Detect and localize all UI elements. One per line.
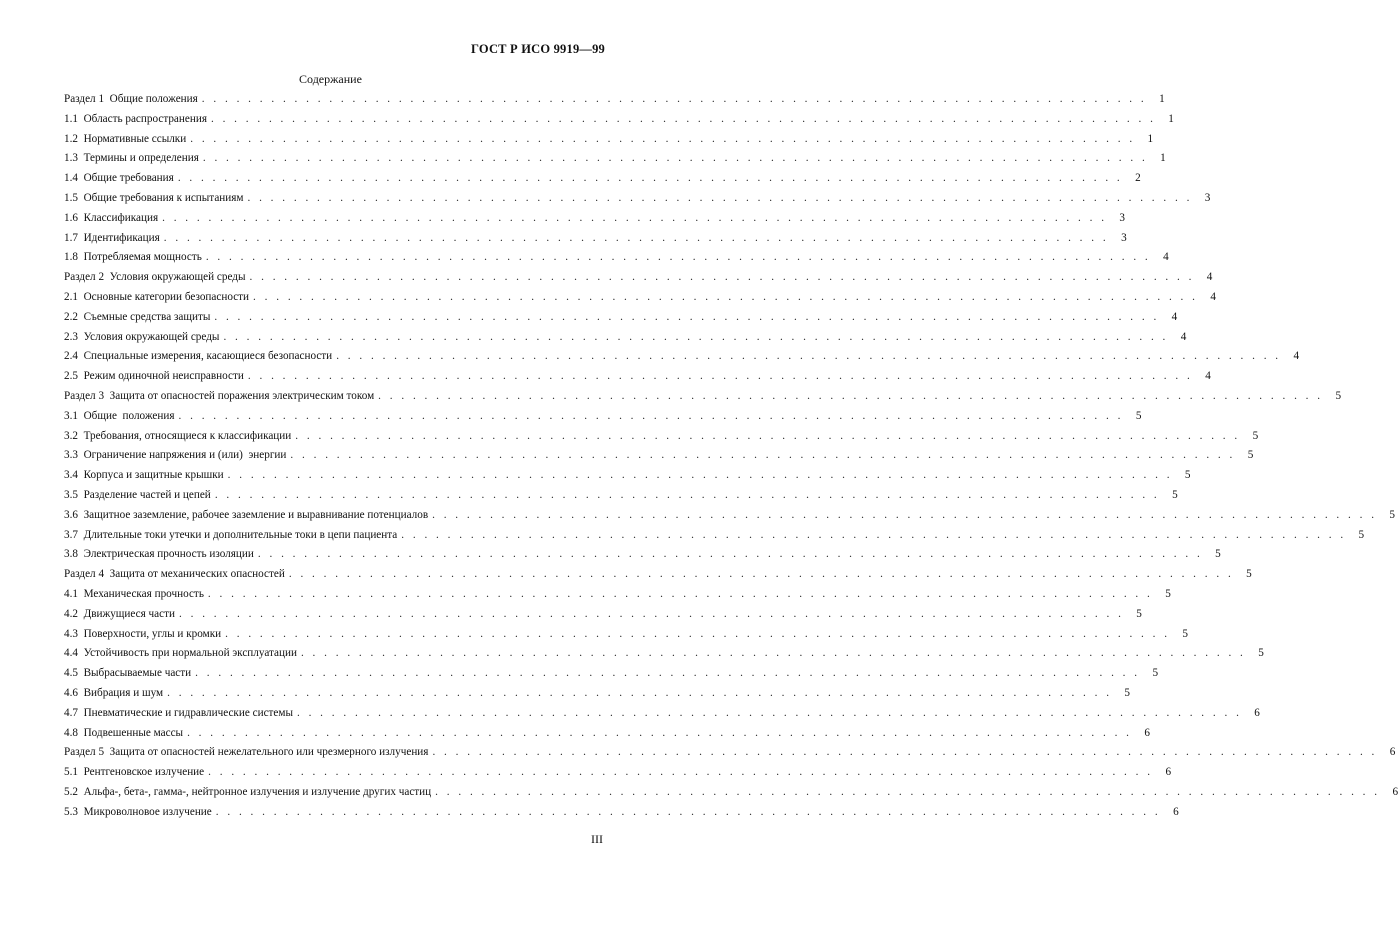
toc-entry-number: 2.3: [64, 330, 78, 343]
dot-leader: . . . . . . . . . . . . . . . . . . . . . . . . . . . . . . . . . . . . . . . . . . . . . . . . . . . . . . . . . . . . . . . . . . . . . . . . . . . . . . . . . .: [296, 706, 1242, 719]
toc-entry: [64, 229, 1127, 249]
toc-title: Содержание: [299, 72, 362, 86]
toc-entry: [64, 585, 1171, 605]
toc-entry: [64, 387, 1342, 407]
toc-entry-page: 4: [1205, 370, 1211, 383]
toc-entry-number: 3.7: [64, 528, 78, 541]
toc-entry-number: 4.2: [64, 607, 78, 620]
toc-entry-title: Поверхности, углы и кромки: [83, 627, 222, 640]
table-of-contents: [64, 90, 1398, 822]
toc-entry-number: 4.4: [64, 647, 78, 660]
toc-entry-number: 3.6: [64, 508, 78, 521]
toc-entry-number: 2.2: [64, 310, 78, 323]
toc-entry-title: Движущиеся части: [83, 607, 175, 620]
dot-leader: . . . . . . . . . . . . . . . . . . . . . . . . . . . . . . . . . . . . . . . . . . . . . . . . . . . . . . . . . . . . . . . . . . . . . . . . . . . . . . . . . .: [401, 528, 1347, 541]
dot-leader: . . . . . . . . . . . . . . . . . . . . . . . . . . . . . . . . . . . . . . . . . . . . . . . . . . . . . . . . . . . . . . . . . . . . . . . . . . . . . . . . . .: [300, 647, 1246, 660]
dot-leader: . . . . . . . . . . . . . . . . . . . . . . . . . . . . . . . . . . . . . . . . . . . . . . . . . . . . . . . . . . . . . . . . . . . . . . . . . . . . . . . . . .: [201, 93, 1147, 105]
toc-entry-page: 1: [1168, 112, 1174, 125]
dot-leader: . . . . . . . . . . . . . . . . . . . . . . . . . . . . . . . . . . . . . . . . . . . . . . . . . . . . . . . . . . . . . . . . . . . . . . . . . . . . . . . . . .: [214, 310, 1160, 323]
toc-entry-page: 4: [1210, 290, 1216, 303]
toc-entry: [64, 149, 1166, 169]
toc-entry: [64, 288, 1216, 308]
toc-entry-number: 3.8: [64, 548, 78, 561]
toc-entry: [64, 328, 1187, 348]
dot-leader: . . . . . . . . . . . . . . . . . . . . . . . . . . . . . . . . . . . . . . . . . . . . . . . . . . . . . . . . . . . . . . . . . . . . . . . . . . . . . . . . . .: [190, 132, 1136, 145]
toc-entry: [64, 803, 1179, 823]
toc-entry-page: 6: [1144, 726, 1150, 739]
toc-entry: [64, 209, 1125, 229]
toc-entry-number: 3.2: [64, 429, 78, 442]
toc-entry-page: 5: [1358, 528, 1365, 541]
toc-entry-title: Рентгеновское излучение: [83, 766, 205, 779]
toc-entry-page: 5: [1124, 686, 1131, 699]
toc-entry-number: Раздел 1: [64, 93, 105, 105]
dot-leader: . . . . . . . . . . . . . . . . . . . . . . . . . . . . . . . . . . . . . . . . . . . . . . . . . . . . . . . . . . . . . . . . . . . . . . . . . . . . . . . . . .: [195, 667, 1141, 680]
page-number: III: [591, 832, 603, 846]
toc-entry: [64, 704, 1260, 724]
dot-leader: . . . . . . . . . . . . . . . . . . . . . . . . . . . . . . . . . . . . . . . . . . . . . . . . . . . . . . . . . . . . . . . . . . . . . . . . . . . . . . . . . .: [247, 370, 1193, 383]
dot-leader: . . . . . . . . . . . . . . . . . . . . . . . . . . . . . . . . . . . . . . . . . . . . . . . . . . . . . . . . . . . . . . . . . . . . . . . . . . . . . . . . . .: [435, 785, 1381, 798]
dot-leader: . . . . . . . . . . . . . . . . . . . . . . . . . . . . . . . . . . . . . . . . . . . . . . . . . . . . . . . . . . . . . . . . . . . . . . . . . . . . . . . . . .: [223, 330, 1169, 343]
toc-entry-title: Защита от механических опасностей: [109, 568, 285, 581]
toc-entry: [64, 427, 1259, 447]
toc-entry: [64, 684, 1131, 704]
dot-leader: . . . . . . . . . . . . . . . . . . . . . . . . . . . . . . . . . . . . . . . . . . . . . . . . . . . . . . . . . . . . . . . . . . . . . . . . . . . . . . . . . .: [290, 449, 1236, 462]
toc-entry-page: 5: [1152, 667, 1159, 680]
dot-leader: . . . . . . . . . . . . . . . . . . . . . . . . . . . . . . . . . . . . . . . . . . . . . . . . . . . . . . . . . . . . . . . . . . . . . . . . . . . . . . . . . .: [163, 231, 1109, 244]
dot-leader: . . . . . . . . . . . . . . . . . . . . . . . . . . . . . . . . . . . . . . . . . . . . . . . . . . . . . . . . . . . . . . . . . . . . . . . . . . . . . . . . . .: [162, 211, 1107, 224]
toc-entry-page: 5: [1182, 627, 1189, 640]
toc-entry: [64, 308, 1178, 328]
toc-entry-page: 6: [1165, 766, 1172, 779]
toc-entry-title: Пневматические и гидравлические системы: [83, 706, 293, 719]
toc-entry-number: 2.1: [64, 290, 78, 303]
toc-entry-title: Альфа-, бета-, гамма-, нейтронное излучения и излучение других частиц: [83, 785, 432, 798]
toc-entry-page: 4: [1180, 330, 1187, 343]
dot-leader: . . . . . . . . . . . . . . . . . . . . . . . . . . . . . . . . . . . . . . . . . . . . . . . . . . . . . . . . . . . . . . . . . . . . . . . . . . . . . . . . . .: [177, 172, 1123, 185]
toc-entry-page: 5: [1246, 568, 1252, 581]
toc-entry: [64, 466, 1191, 486]
toc-entry: [64, 90, 1165, 110]
dot-leader: . . . . . . . . . . . . . . . . . . . . . . . . . . . . . . . . . . . . . . . . . . . . . . . . . . . . . . . . . . . . . . . . . . . . . . . . . . . . . . . . . .: [208, 766, 1154, 779]
toc-entry: [64, 486, 1178, 506]
toc-entry: [64, 644, 1264, 664]
toc-entry-title: Область распространения: [83, 112, 207, 125]
toc-entry: [64, 367, 1211, 387]
toc-entry-title: Устойчивость при нормальной эксплуатации: [83, 647, 297, 660]
toc-entry: [64, 506, 1395, 526]
toc-entry-number: 4.7: [64, 706, 78, 719]
toc-entry-number: 4.6: [64, 686, 78, 699]
toc-entry-title: Требования, относящиеся к классификации: [83, 429, 292, 442]
toc-entry-page: 6: [1254, 706, 1260, 719]
toc-entry-number: 1.8: [64, 251, 78, 264]
toc-entry-page: 6: [1173, 805, 1179, 818]
toc-entry-number: 5.2: [64, 785, 78, 798]
toc-entry-number: 1.3: [64, 152, 78, 165]
toc-entry-page: 5: [1165, 587, 1171, 600]
toc-entry-number: 1.7: [64, 231, 78, 244]
dot-leader: . . . . . . . . . . . . . . . . . . . . . . . . . . . . . . . . . . . . . . . . . . . . . . . . . . . . . . . . . . . . . . . . . . . . . . . . . . . . . . . . . .: [205, 251, 1151, 264]
toc-entry: [64, 783, 1398, 803]
toc-entry-page: 5: [1252, 429, 1259, 442]
toc-entry: [64, 268, 1213, 288]
toc-entry-page: 4: [1171, 310, 1178, 323]
toc-entry-title: Общие требования: [83, 172, 174, 185]
toc-entry: [64, 347, 1300, 367]
toc-entry-title: Основные категории безопасности: [83, 290, 250, 303]
toc-entry-number: 4.3: [64, 627, 78, 640]
dot-leader: . . . . . . . . . . . . . . . . . . . . . . . . . . . . . . . . . . . . . . . . . . . . . . . . . . . . . . . . . . . . . . . . . . . . . . . . . . . . . . . . . .: [210, 112, 1156, 125]
dot-leader: . . . . . . . . . . . . . . . . . . . . . . . . . . . . . . . . . . . . . . . . . . . . . . . . . . . . . . . . . . . . . . . . . . . . . . . . . . . . . . . . . .: [167, 686, 1113, 699]
toc-entry: [64, 169, 1141, 189]
toc-entry-number: 3.1: [64, 409, 78, 422]
dot-leader: . . . . . . . . . . . . . . . . . . . . . . . . . . . . . . . . . . . . . . . . . . . . . . . . . . . . . . . . . . . . . . . . . . . . . . . . . . . . . . . . . .: [179, 607, 1124, 620]
toc-entry: [64, 565, 1252, 585]
toc-entry-number: Раздел 4: [64, 568, 105, 581]
toc-entry-number: 4.1: [64, 587, 78, 600]
toc-entry-number: Раздел 5: [64, 746, 105, 759]
toc-entry-page: 6: [1389, 746, 1396, 759]
toc-entry-page: 5: [1215, 548, 1221, 561]
dot-leader: . . . . . . . . . . . . . . . . . . . . . . . . . . . . . . . . . . . . . . . . . . . . . . . . . . . . . . . . . . . . . . . . . . . . . . . . . . . . . . . . . .: [249, 271, 1195, 284]
toc-entry-page: 5: [1135, 409, 1142, 422]
toc-entry-title: Корпуса и защитные крышки: [83, 469, 224, 482]
toc-entry: [64, 446, 1254, 466]
toc-entry-title: Термины и определения: [83, 152, 199, 165]
toc-entry-number: 1.2: [64, 132, 78, 145]
toc-entry-number: 2.5: [64, 370, 78, 383]
toc-entry: [64, 664, 1159, 684]
toc-entry-page: 4: [1206, 271, 1213, 284]
toc-entry-page: 2: [1135, 172, 1141, 185]
toc-entry-title: Защита от опасностей поражения электрическим током: [109, 389, 375, 402]
toc-entry-title: Подвешенные массы: [83, 726, 184, 739]
toc-entry-page: 1: [1147, 132, 1154, 145]
dot-leader: . . . . . . . . . . . . . . . . . . . . . . . . . . . . . . . . . . . . . . . . . . . . . . . . . . . . . . . . . . . . . . . . . . . . . . . . . . . . . . . . . .: [214, 488, 1160, 501]
toc-entry-title: Защитное заземление, рабочее заземление и выравнивание потенциалов: [83, 508, 429, 521]
toc-entry-title: Механическая прочность: [83, 587, 204, 600]
toc-entry-title: Потребляемая мощность: [83, 251, 202, 264]
toc-entry-page: 5: [1258, 647, 1264, 660]
toc-entry: [64, 189, 1211, 209]
toc-entry-page: 4: [1293, 350, 1300, 363]
toc-entry-page: 5: [1184, 469, 1191, 482]
toc-entry-number: Раздел 3: [64, 389, 105, 402]
toc-entry: [64, 110, 1174, 130]
toc-entry: [64, 248, 1169, 268]
dot-leader: . . . . . . . . . . . . . . . . . . . . . . . . . . . . . . . . . . . . . . . . . . . . . . . . . . . . . . . . . . . . . . . . . . . . . . . . . . . . . . . . . .: [202, 152, 1148, 165]
toc-entry-title: Электрическая прочность изоляции: [83, 548, 254, 561]
toc-entry: [64, 545, 1221, 565]
toc-entry-title: Микроволновое излучение: [83, 805, 212, 818]
toc-entry: [64, 130, 1154, 150]
dot-leader: . . . . . . . . . . . . . . . . . . . . . . . . . . . . . . . . . . . . . . . . . . . . . . . . . . . . . . . . . . . . . . . . . . . . . . . . . . . . . . . . . .: [288, 568, 1234, 581]
toc-entry-title: Общие положения: [83, 409, 175, 422]
toc-entry: [64, 625, 1189, 645]
toc-entry-title: Нормативные ссылки: [83, 132, 187, 145]
dot-leader: . . . . . . . . . . . . . . . . . . . . . . . . . . . . . . . . . . . . . . . . . . . . . . . . . . . . . . . . . . . . . . . . . . . . . . . . . . . . . . . . . .: [247, 191, 1193, 204]
toc-entry-page: 3: [1119, 211, 1125, 224]
toc-entry-page: 1: [1160, 152, 1166, 165]
toc-entry-number: 5.1: [64, 766, 78, 779]
toc-entry-title: Съемные средства защиты: [83, 310, 211, 323]
toc-entry-title: Общие требования к испытаниям: [83, 191, 244, 204]
toc-entry-number: 1.6: [64, 211, 78, 224]
toc-entry-number: 3.4: [64, 469, 78, 482]
dot-leader: . . . . . . . . . . . . . . . . . . . . . . . . . . . . . . . . . . . . . . . . . . . . . . . . . . . . . . . . . . . . . . . . . . . . . . . . . . . . . . . . . .: [215, 805, 1161, 818]
toc-entry-number: 1.4: [64, 172, 78, 185]
toc-entry-number: 3.5: [64, 488, 78, 501]
document-header: ГОСТ Р ИСО 9919—99: [471, 42, 605, 56]
dot-leader: . . . . . . . . . . . . . . . . . . . . . . . . . . . . . . . . . . . . . . . . . . . . . . . . . . . . . . . . . . . . . . . . . . . . . . . . . . . . . . . . . .: [257, 548, 1203, 561]
toc-entry-page: 3: [1204, 191, 1211, 204]
toc-entry-title: Вибрация и шум: [83, 686, 164, 699]
toc-entry-title: Ограничение напряжения и (или) энергии: [83, 449, 287, 462]
toc-entry-page: 5: [1172, 488, 1178, 501]
toc-entry-number: 4.5: [64, 667, 78, 680]
toc-entry-page: 5: [1335, 389, 1342, 402]
toc-entry: [64, 724, 1150, 744]
toc-entry-number: 2.4: [64, 350, 78, 363]
dot-leader: . . . . . . . . . . . . . . . . . . . . . . . . . . . . . . . . . . . . . . . . . . . . . . . . . . . . . . . . . . . . . . . . . . . . . . . . . . . . . . . . . .: [187, 726, 1132, 739]
dot-leader: . . . . . . . . . . . . . . . . . . . . . . . . . . . . . . . . . . . . . . . . . . . . . . . . . . . . . . . . . . . . . . . . . . . . . . . . . . . . . . . . . .: [432, 508, 1377, 521]
dot-leader: . . . . . . . . . . . . . . . . . . . . . . . . . . . . . . . . . . . . . . . . . . . . . . . . . . . . . . . . . . . . . . . . . . . . . . . . . . . . . . . . . .: [225, 627, 1171, 640]
toc-entry-title: Условия окружающей среды: [83, 330, 220, 343]
toc-entry-title: Защита от опасностей нежелательного или чрезмерного излучения: [109, 746, 429, 759]
toc-entry-number: Раздел 2: [64, 271, 105, 284]
toc-entry-page: 5: [1136, 607, 1142, 620]
toc-entry-title: Классификация: [83, 211, 159, 224]
toc-entry: [64, 605, 1142, 625]
toc-entry-title: Длительные токи утечки и дополнительные токи в цепи пациента: [83, 528, 398, 541]
toc-entry-number: 1.1: [64, 112, 78, 125]
toc-entry-title: Разделение частей и цепей: [83, 488, 211, 501]
toc-entry-page: 5: [1389, 508, 1395, 521]
toc-entry-page: 3: [1121, 231, 1127, 244]
toc-entry-title: Условия окружающей среды: [109, 271, 246, 284]
dot-leader: . . . . . . . . . . . . . . . . . . . . . . . . . . . . . . . . . . . . . . . . . . . . . . . . . . . . . . . . . . . . . . . . . . . . . . . . . . . . . . . . . .: [295, 429, 1241, 442]
toc-entry-title: Идентификация: [83, 231, 160, 244]
toc-entry-title: Выбрасываемые части: [83, 667, 192, 680]
dot-leader: . . . . . . . . . . . . . . . . . . . . . . . . . . . . . . . . . . . . . . . . . . . . . . . . . . . . . . . . . . . . . . . . . . . . . . . . . . . . . . . . . .: [336, 350, 1282, 363]
dot-leader: . . . . . . . . . . . . . . . . . . . . . . . . . . . . . . . . . . . . . . . . . . . . . . . . . . . . . . . . . . . . . . . . . . . . . . . . . . . . . . . . . .: [178, 409, 1124, 422]
toc-entry-title: Режим одиночной неисправности: [83, 370, 244, 383]
dot-leader: . . . . . . . . . . . . . . . . . . . . . . . . . . . . . . . . . . . . . . . . . . . . . . . . . . . . . . . . . . . . . . . . . . . . . . . . . . . . . . . . . .: [432, 746, 1378, 759]
toc-entry-page: 5: [1247, 449, 1254, 462]
toc-entry-title: Специальные измерения, касающиеся безопасности: [83, 350, 333, 363]
dot-leader: . . . . . . . . . . . . . . . . . . . . . . . . . . . . . . . . . . . . . . . . . . . . . . . . . . . . . . . . . . . . . . . . . . . . . . . . . . . . . . . . . .: [207, 587, 1153, 600]
toc-entry-number: 3.3: [64, 449, 78, 462]
dot-leader: . . . . . . . . . . . . . . . . . . . . . . . . . . . . . . . . . . . . . . . . . . . . . . . . . . . . . . . . . . . . . . . . . . . . . . . . . . . . . . . . . .: [378, 389, 1324, 402]
toc-entry-title: Общие положения: [109, 93, 198, 105]
toc-entry-page: 6: [1392, 785, 1398, 798]
toc-entry-number: 4.8: [64, 726, 78, 739]
toc-entry-number: 5.3: [64, 805, 78, 818]
toc-entry: [64, 526, 1365, 546]
toc-entry-page: 4: [1163, 251, 1169, 264]
dot-leader: . . . . . . . . . . . . . . . . . . . . . . . . . . . . . . . . . . . . . . . . . . . . . . . . . . . . . . . . . . . . . . . . . . . . . . . . . . . . . . . . . .: [253, 290, 1198, 303]
toc-entry: [64, 407, 1142, 427]
toc-entry: [64, 743, 1396, 763]
toc-entry: [64, 763, 1172, 783]
dot-leader: . . . . . . . . . . . . . . . . . . . . . . . . . . . . . . . . . . . . . . . . . . . . . . . . . . . . . . . . . . . . . . . . . . . . . . . . . . . . . . . . . .: [227, 469, 1173, 482]
toc-entry-page: 1: [1159, 93, 1165, 105]
toc-entry-number: 1.5: [64, 191, 78, 204]
